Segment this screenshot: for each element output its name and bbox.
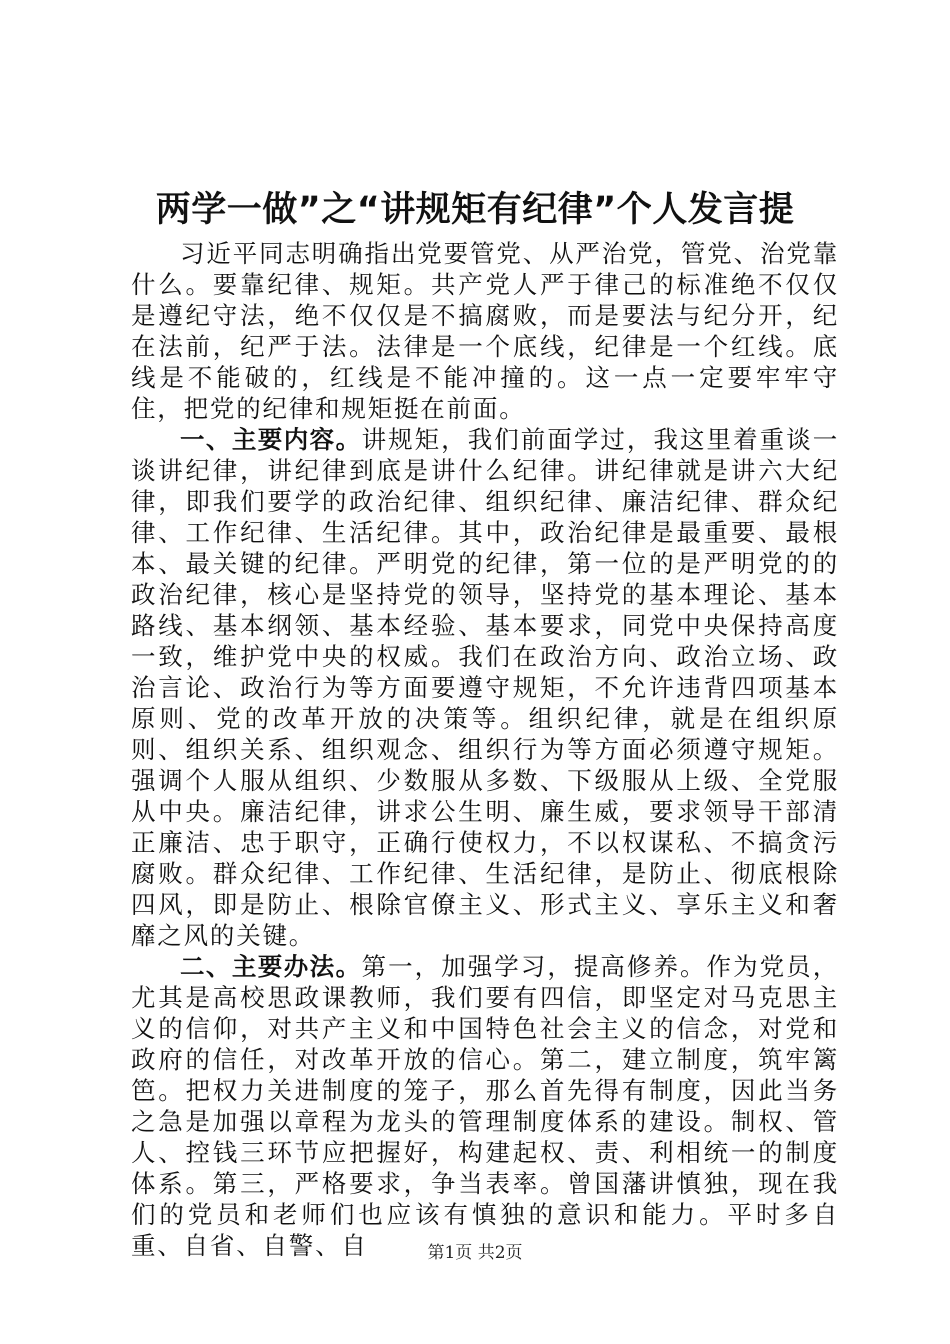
paragraph-lead: 二、主要办法。 bbox=[180, 952, 362, 981]
page-number-footer: 第1页 共2页 bbox=[427, 1243, 523, 1263]
paragraph-text: 第一，加强学习，提高修养。作为党员，尤其是高校思政课教师，我们要有四信，即坚定对马克思主义的信仰，对共产主义和中国特色社会主义的信念，对党和政府的信任，对改革开放的信心。第二，建立制度，筑牢篱笆。把权力关进制度的笼子，那么首先得有制度，因此当务之急是加强以章程为龙头的管理制度体系的建设。制权、管人、控钱三环节应把握好，构建起权、责、利相统一的制度体系。第三，严格要求，争当表率。曾国藩讲慎独，现在我们的党员和老师们也应该有慎独的意识和能力。平时多自重、自省、自警、自 bbox=[131, 952, 839, 1260]
paragraph-intro bbox=[131, 238, 839, 424]
paragraph-text: 习近平同志明确指出党要管党、从严治党，管党、治党靠什么。要靠纪律、规矩。共产党人严于律己的标准绝不仅仅是遵纪守法，绝不仅仅是不搞腐败，而是要法与纪分开，纪在法前，纪严于法。法律是一个底线，纪律是一个红线。底线是不能破的，红线是不能冲撞的。这一点一定要牢牢守住，把党的纪律和规矩挺在前面。 bbox=[131, 239, 839, 423]
paragraph-lead: 一、主要内容。 bbox=[180, 425, 362, 454]
paragraph-text: 讲规矩，我们前面学过，我这里着重谈一谈讲纪律，讲纪律到底是讲什么纪律。讲纪律就是讲六大纪律，即我们要学的政治纪律、组织纪律、廉洁纪律、群众纪律、工作纪律、生活纪律。其中，政治纪律是最重要、最根本、最关键的纪律。严明党的纪律，第一位的是严明党的的政治纪律，核心是坚持党的领导，坚持党的基本理论、基本路线、基本纲领、基本经验、基本要求，同党中央保持高度一致，维护党中央的权威。我们在政治方向、政治立场、政治言论、政治行为等方面要遵守规矩，不允许违背四项基本原则、党的改革开放的决策等。组织纪律，就是在组织原则、组织关系、组织观念、组织行为等方面必须遵守规矩。强调个人服从组织、少数服从多数、下级服从上级、全党服从中央。廉洁纪律，讲求公生明、廉生威，要求领导干部清正廉洁、忠于职守，正确行使权力，不以权谋私、不搞贪污腐败。群众纪律、工作纪律、生活纪律，是防止、彻底根除四风，即是防止、根除官僚主义、形式主义、享乐主义和奢靡之风的关键。 bbox=[131, 425, 839, 950]
document-title: 两学一做”之“讲规矩有纪律”个人发言提 bbox=[155, 190, 795, 230]
document-body bbox=[131, 238, 839, 1261]
paragraph-main-content bbox=[131, 424, 839, 951]
paragraph-main-methods bbox=[131, 951, 839, 1261]
